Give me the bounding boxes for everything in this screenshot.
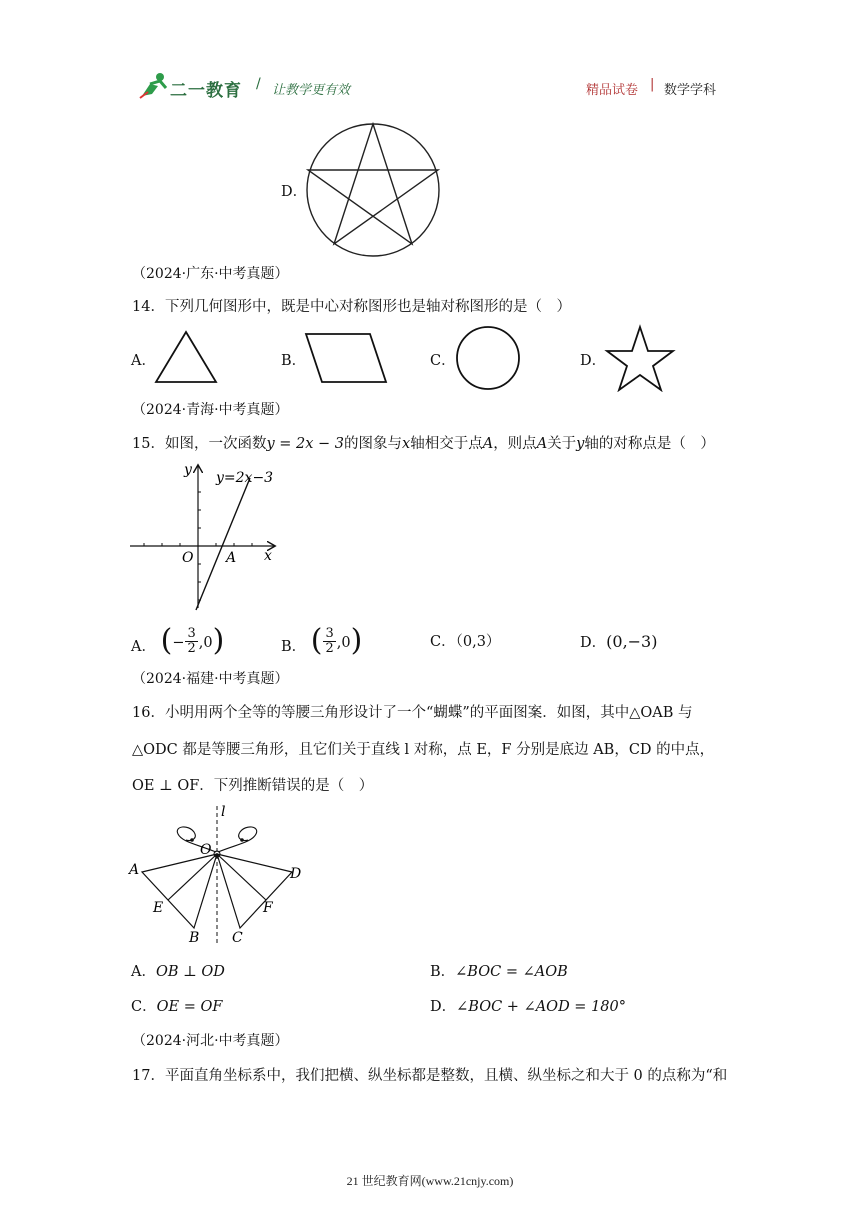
label-b: B [189, 930, 200, 946]
triangle-figure [152, 328, 220, 386]
q16-option-d-value: ∠BOC + ∠AOD = 180° [456, 999, 626, 1015]
brand-slogan: 让教学更有效 [272, 83, 351, 98]
header-separator: | [650, 77, 655, 92]
q15-stem-mid4: 关于 [547, 436, 577, 452]
q16-option-c [131, 997, 222, 1017]
butterfly-figure [126, 804, 316, 946]
label-a: A [129, 862, 140, 878]
q15-stem-mid: 的图象与 [344, 436, 403, 452]
linear-function-graph [128, 460, 288, 612]
label-f: F [263, 900, 273, 916]
q15-option-d-value: (0,−3) [606, 632, 658, 651]
q15-stem-mid3: ，则点 [493, 436, 537, 452]
q14-option-d-label: D． [580, 353, 607, 369]
label-d: D [290, 866, 302, 882]
q17-source: （2024·河北·中考真题） [132, 1033, 289, 1049]
q15-point-a2: A [536, 436, 548, 452]
q14-option-b-label: B． [281, 353, 307, 369]
q15-option-c-value: （0,3） [455, 634, 501, 650]
q16-stem-line1: 16．小明用两个全等的等腰三角形设计了一个“蝴蝶”的平面图案．如图，其中△OAB 与 [132, 705, 693, 721]
graph-point-a-label: A [226, 550, 237, 566]
q16-option-c-label: C． [131, 999, 157, 1015]
q15-option-a-numerator: 3 [187, 625, 196, 641]
graph-x-label: x [264, 548, 272, 564]
brand-logo-icon [138, 72, 170, 100]
q16-option-a-label: A． [131, 964, 156, 980]
pentagram-figure [300, 118, 446, 262]
q16-option-a-value: OB ⊥ OD [155, 964, 225, 980]
q17-stem: 17．平面直角坐标系中，我们把横、纵坐标都是整数，且横、纵坐标之和大于 0 的点称为“和 [132, 1068, 728, 1084]
q15-stem-mid2: 轴相交于点 [410, 436, 483, 452]
page-header [138, 72, 728, 102]
q15-option-b-numerator: 3 [325, 625, 334, 641]
function-line [196, 478, 250, 610]
parallelogram-figure [300, 330, 392, 386]
graph-origin-label: O [182, 550, 194, 566]
q16-option-b-label: B． [430, 964, 456, 980]
q16-option-b [430, 962, 568, 982]
label-o: O [200, 842, 212, 858]
page-footer: 21 世纪教育网(www.21cnjy.com) [346, 1174, 514, 1188]
star-figure [604, 324, 676, 392]
q15-x: x [402, 436, 411, 452]
q15-option-c-label: C． [430, 634, 456, 650]
q16-source: （2024·福建·中考真题） [132, 671, 289, 687]
q15-option-a: A． (− $\frac{3}{2}$ ,0) [131, 623, 225, 658]
q14-option-c-label: C． [430, 353, 456, 369]
q13-option-d-label: D． [281, 184, 308, 200]
q15-source: （2024·青海·中考真题） [132, 402, 289, 418]
q15-option-a-tail: ,0 [198, 635, 213, 651]
q16-stem-line3: OE ⊥ OF．下列推断错误的是（ ） [132, 778, 374, 794]
circle-figure [452, 326, 524, 390]
label-e: E [153, 900, 164, 916]
label-c: C [232, 930, 243, 946]
q15-option-b-label: B． [281, 639, 307, 655]
label-l: l [221, 804, 226, 820]
q15-option-c [430, 632, 500, 652]
q16-option-c-value: OE = OF [156, 999, 223, 1015]
q15-option-a-label: A． [131, 639, 156, 655]
q16-option-d [430, 997, 626, 1017]
q14-stem: 14．下列几何图形中，既是中心对称图形也是轴对称图形的是（ ） [132, 299, 571, 315]
q14-source: （2024·广东·中考真题） [132, 266, 289, 282]
q14-option-a-label: A． [131, 353, 156, 369]
q15-option-b-tail: ,0 [336, 635, 351, 651]
q15-stem-end: 轴的对称点是（ ） [584, 436, 715, 452]
q16-option-d-label: D． [430, 999, 457, 1015]
q15-option-d [580, 632, 657, 653]
graph-function-label: y=2x−3 [216, 470, 274, 486]
q16-option-a [131, 962, 225, 982]
q15-option-b-denominator: 2 [325, 640, 334, 656]
q15-option-d-label: D． [580, 635, 607, 651]
q15-option-b: B． ( $\frac{3}{2}$ ,0) [281, 623, 363, 658]
q15-y: y [576, 436, 585, 452]
header-divider: / [256, 76, 261, 92]
q15-stem-prefix: 15．如图，一次函数 [132, 436, 267, 452]
header-subject: 数学学科 [664, 83, 717, 98]
header-tag: 精品试卷 [586, 83, 639, 98]
graph-y-label: y [184, 462, 192, 478]
q15-option-a-denominator: 2 [187, 640, 196, 656]
q15-stem [132, 434, 715, 454]
q15-point-a: A [482, 436, 494, 452]
brand-name: 二一教育 [170, 81, 242, 101]
q15-function: y = 2x − 3 [266, 436, 345, 452]
q15-option-a-sign: − [172, 635, 185, 651]
q16-option-b-value: ∠BOC = ∠AOB [455, 964, 568, 980]
q16-stem-line2: △ODC 都是等腰三角形，且它们关于直线 l 对称，点 E，F 分别是底边 AB，CD 的中点， [132, 742, 715, 758]
